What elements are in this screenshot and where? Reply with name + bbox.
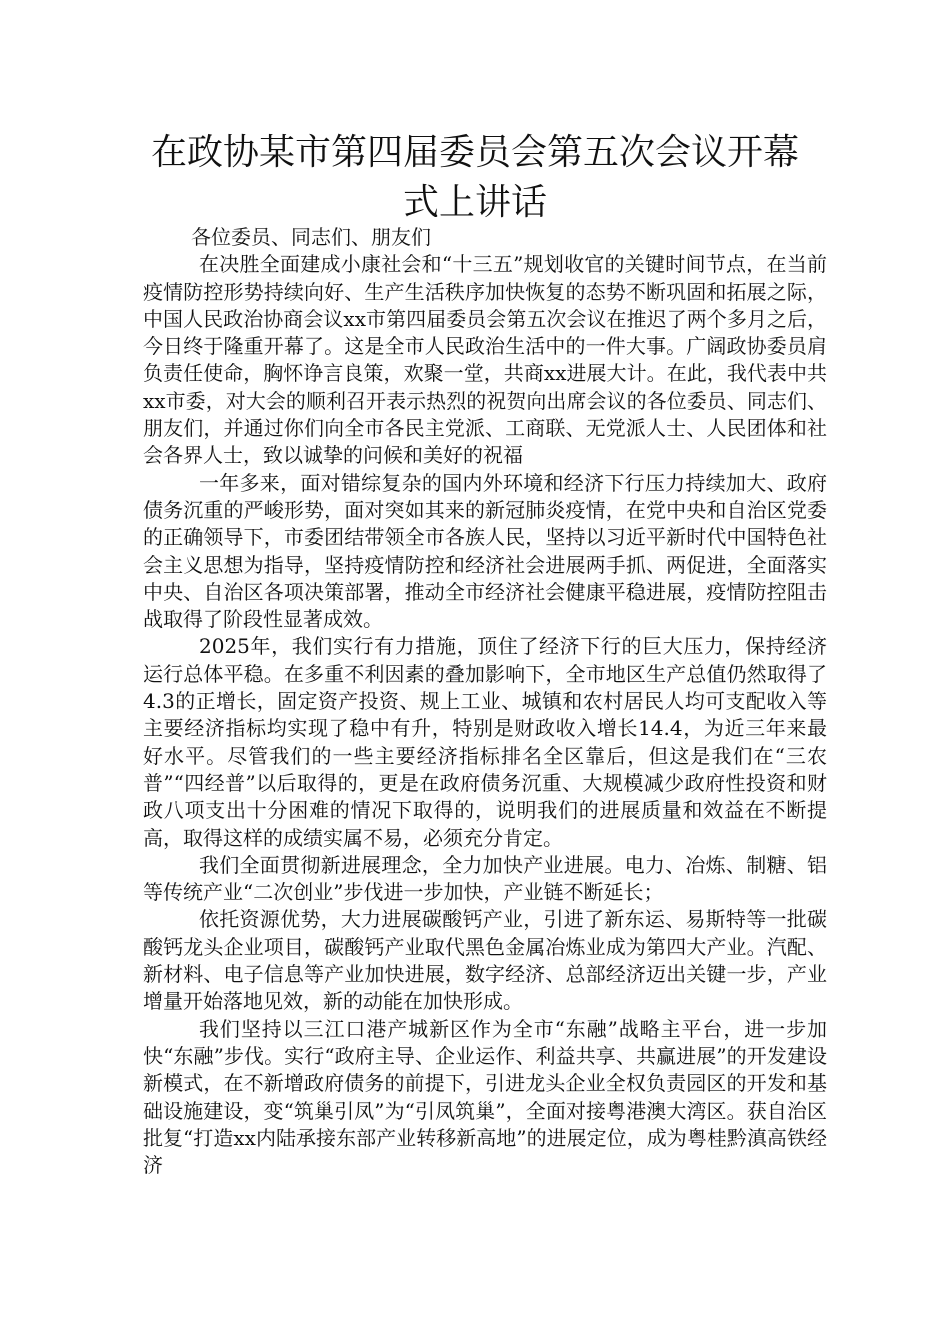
paragraph-4: 我们全面贯彻新进展理念，全力加快产业进展。电力、冶炼、制糖、铝等传统产业“二次创业”步伐进一步加快，产业链不断延长； bbox=[143, 852, 827, 905]
document-body bbox=[143, 224, 827, 1179]
salutation: 各位委员、同志们、朋友们 bbox=[191, 225, 431, 249]
document-title: 在政协某市第四届委员会第五次会议开幕式上讲话 bbox=[150, 132, 799, 223]
paragraph-2: 一年多来，面对错综复杂的国内外环境和经济下行压力持续加大、政府债务沉重的严峻形势，面对突如其来的新冠肺炎疫情，在党中央和自治区党委的正确领导下，市委团结带领全市各族人民，坚持以习近平新时代中国特色社会主义思想为指导，坚持疫情防控和经济社会进展两手抓、两促进，全面落实中央、自治区各项决策部署，推动全市经济社会健康平稳进展，疫情防控阻击战取得了阶段性显著成效。 bbox=[143, 470, 827, 632]
paragraph-5: 依托资源优势，大力进展碳酸钙产业，引进了新东运、易斯特等一批碳酸钙龙头企业项目，碳酸钙产业取代黑色金属冶炼业成为第四大产业。汽配、新材料、电子信息等产业加快进展，数字经济、总部经济迈出关键一步，产业增量开始落地见效，新的动能在加快形成。 bbox=[143, 907, 827, 1014]
paragraph-3: 2025年，我们实行有力措施，顶住了经济下行的巨大压力，保持经济运行总体平稳。在多重不利因素的叠加影响下，全市地区生产总值仍然取得了4.3的正增长，固定资产投资、规上工业、城镇和农村居民人均可支配收入等主要经济指标均实现了稳中有升，特别是财政收入增长14.4，为近三年来最好水平。尽管我们的一些主要经济指标排名全区靠后，但这是我们在“三农普”“四经普”以后取得的，更是在政府债务沉重、大规模减少政府性投资和财政八项支出十分困难的情况下取得的，说明我们的进展质量和效益在不断提高，取得这样的成绩实属不易，必须充分肯定。 bbox=[143, 634, 827, 850]
paragraph-1: 在决胜全面建成小康社会和“十三五”规划收官的关键时间节点，在当前疫情防控形势持续向好、生产生活秩序加快恢复的态势不断巩固和拓展之际，中国人民政治协商会议xx市第四届委员会第五次会议在推迟了两个多月之后，今日终于隆重开幕了。这是全市人民政治生活中的一件大事。广阔政协委员肩负责任使命，胸怀诤言良策，欢聚一堂，共商xx进展大计。在此，我代表中共xx市委，对大会的顺利召开表示热烈的祝贺向出席会议的各位委员、同志们、朋友们，并通过你们向全市各民主党派、工商联、无党派人士、人民团体和社会各界人士，致以诚挚的问候和美好的祝福 bbox=[143, 252, 827, 468]
paragraph-6: 我们坚持以三江口港产城新区作为全市“东融”战略主平台，进一步加快“东融”步伐。实行“政府主导、企业运作、利益共享、共赢进展”的开发建设新模式，在不新增政府债务的前提下，引进龙头企业全权负责园区的开发和基础设施建设，变“筑巢引凤”为“引凤筑巢”，全面对接粤港澳大湾区。获自治区批复“打造xx内陆承接东部产业转移新高地”的进展定位，成为粤桂黔滇高铁经济 bbox=[143, 1016, 827, 1178]
